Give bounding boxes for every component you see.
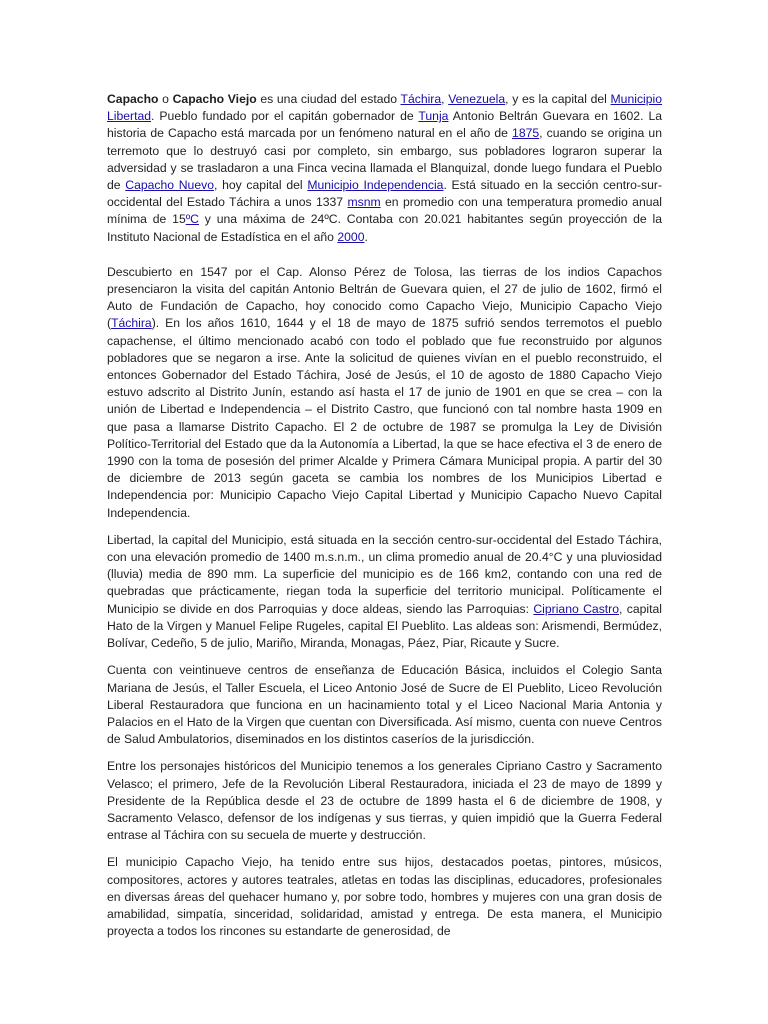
culture-paragraph: El municipio Capacho Viejo, ha tenido entre sus hijos, destacados poetas, pintores, músicos, compositores, actores y autores teatrales, atletas en todas las disciplinas, educadores, profesionales en diversas áreas del quehacer humano y, por sobre todo, hombres y mujeres con una gran dosis de amabilidad, simpatía, sinceridad, solidaridad, amistad y entrega. De esta manera, el Municipio proyecta a todos los rincones su estandarte de generosidad, de xyxy=(107,855,662,939)
historical-figures-paragraph: Entre los personajes históricos del Municipio tenemos a los generales Cipriano Castro y Sacramento Velasco; el primero, Jefe de la Revolución Liberal Restauradora, iniciada el 23 de mayo de 1899 y Presidente de la República desde el 23 de octubre de 1899 hasta el 6 de diciembre de 1908, y Sacramento Velasco, defensor de los indígenas y sus tierras, y quien impidió que la Guerra Federal entrase al Táchira con su secuela de muerte y destrucción. xyxy=(107,759,662,843)
text-span: . xyxy=(364,229,368,244)
geography-paragraph xyxy=(107,532,662,652)
title-capacho-viejo: Capacho Viejo xyxy=(172,92,257,106)
link-cipriano-castro[interactable]: Cipriano Castro xyxy=(533,601,620,616)
document-page xyxy=(107,91,662,950)
link-capacho-nuevo[interactable]: Capacho Nuevo xyxy=(125,178,214,193)
text-span: . Pueblo fundado por el capitán gobernador de xyxy=(151,109,419,124)
text-span: . Está situado en la sección centro-sur-occidental del Estado Táchira a unos 1337 xyxy=(107,178,663,210)
link-celsius[interactable]: ºC xyxy=(185,212,199,227)
text-span: Libertad, la capital del Municipio, está situada en la sección centro-sur-occidental del Estado Táchira, con una elevación promedio de 1400 m.s.n.m., un clima promedio anual de 20.4°C y una pluviosidad (lluvia) media de 890 mm. La superficie del municipio es de 166 km2, contando con una red de quebradas que prácticamente, riegan toda la superficie del territorio municipal. Políticamente el Municipio se divide en dos Parroquias y doce aldeas, siendo las Parroquias: xyxy=(107,532,662,616)
link-tachira[interactable]: Táchira xyxy=(400,92,442,106)
link-1875[interactable]: 1875 xyxy=(512,126,540,141)
text-span: , capital Hato de la Virgen y Manuel Felipe Rugeles, capital El Pueblito. Las aldeas son: Arismendi, Bermúdez, Bolívar, Cedeño, 5 de julio, Mariño, Miranda, Monagas, Páez, Piar, Ricaute y Sucre. xyxy=(107,601,662,651)
text-span: , xyxy=(441,92,449,106)
text-span: en promedio con una temperatura promedio anual mínima de 15 xyxy=(107,195,662,227)
link-tunja[interactable]: Tunja xyxy=(418,109,449,124)
link-municipio-libertad[interactable]: Municipio Libertad xyxy=(107,92,663,124)
link-2000[interactable]: 2000 xyxy=(337,229,365,244)
history-paragraph xyxy=(107,264,662,522)
intro-paragraph xyxy=(107,91,662,246)
text-span: o xyxy=(158,92,173,106)
text-span: , y es la capital del xyxy=(505,92,611,106)
link-venezuela[interactable]: Venezuela xyxy=(448,92,506,106)
link-municipio-independencia[interactable]: Municipio Independencia xyxy=(307,178,444,193)
text-span: Descubierto en 1547 por el Cap. Alonso Pérez de Tolosa, las tierras de los indios Capachos presenciaron la visita del capitán Antonio Beltrán de Guevara quien, el 27 de julio de 1602, firmó el Auto de Fundación de Capacho, hoy conocido como Capacho Viejo, Municipio Capacho Viejo ( xyxy=(107,264,662,331)
text-span: , hoy capital del xyxy=(213,178,308,193)
title-capacho: Capacho xyxy=(107,92,159,106)
text-span: es una ciudad del estado xyxy=(256,92,401,106)
text-span: y una máxima de 24ºC. Contaba con 20.021 habitantes según proyección de la Instituto Nacional de Estadística en el año xyxy=(107,212,662,244)
link-tachira-2[interactable]: Táchira xyxy=(111,316,152,331)
education-paragraph: Cuenta con veintinueve centros de enseñanza de Educación Básica, incluidos el Colegio Santa Mariana de Jesús, el Taller Escuela, el Liceo Antonio José de Sucre de El Pueblito, Liceo Revolución Liberal Restauradora que funciona en un hacinamiento total y el Liceo Nacional Maria Antonia y Palacios en el Hato de la Virgen que cuentan con Diversificada. Así mismo, cuenta con nueve Centros de Salud Ambulatorios, diseminados en los distintos caseríos de la jurisdicción. xyxy=(107,663,662,747)
link-msnm[interactable]: msnm xyxy=(347,195,381,210)
text-span: Antonio Beltrán Guevara en 1602. La historia de Capacho está marcada por un fenómeno natural en el año de xyxy=(107,109,662,141)
text-span: , cuando se origina un terremoto que lo destruyó casi por completo, sin embargo, sus pobladores lograron superar la adversidad y se trasladaron a una Finca vecina llamada el Blanquizal, donde luego fundara el Pueblo de xyxy=(107,126,662,193)
text-span: ). En los años 1610, 1644 y el 18 de mayo de 1875 sufrió sendos terremotos el pueblo capachense, el último mencionado acabó con todo el poblado que fue reconstruido por algunos pobladores que se negaron a irse. Ante la solicitud de quienes vivían en el pueblo reconstruido, el entonces Gobernador del Estado Táchira, José de Jesús, el 10 de agosto de 1880 Capacho Viejo estuvo adscrito al Distrito Junín, estando así hasta el 17 de junio de 1901 en que se crea – con la unión de Libertad e Independencia – el Distrito Castro, que funcionó con tal nombre hasta 1909 en que pasa a llamarse Distrito Capacho. El 2 de octubre de 1987 se promulga la Ley de División Político-Territorial del Estado que da la Autonomía a Libertad, la que se hace efectiva el 3 de enero de 1990 con la toma de posesión del primer Alcalde y Primera Cámara Municipal propia. A partir del 30 de diciembre de 2013 según gaceta se cambia los nombres de los Municipios Libertad e Independencia por: Municipio Capacho Viejo Capital Libertad y Municipio Capacho Nuevo Capital Independencia. xyxy=(107,316,662,520)
